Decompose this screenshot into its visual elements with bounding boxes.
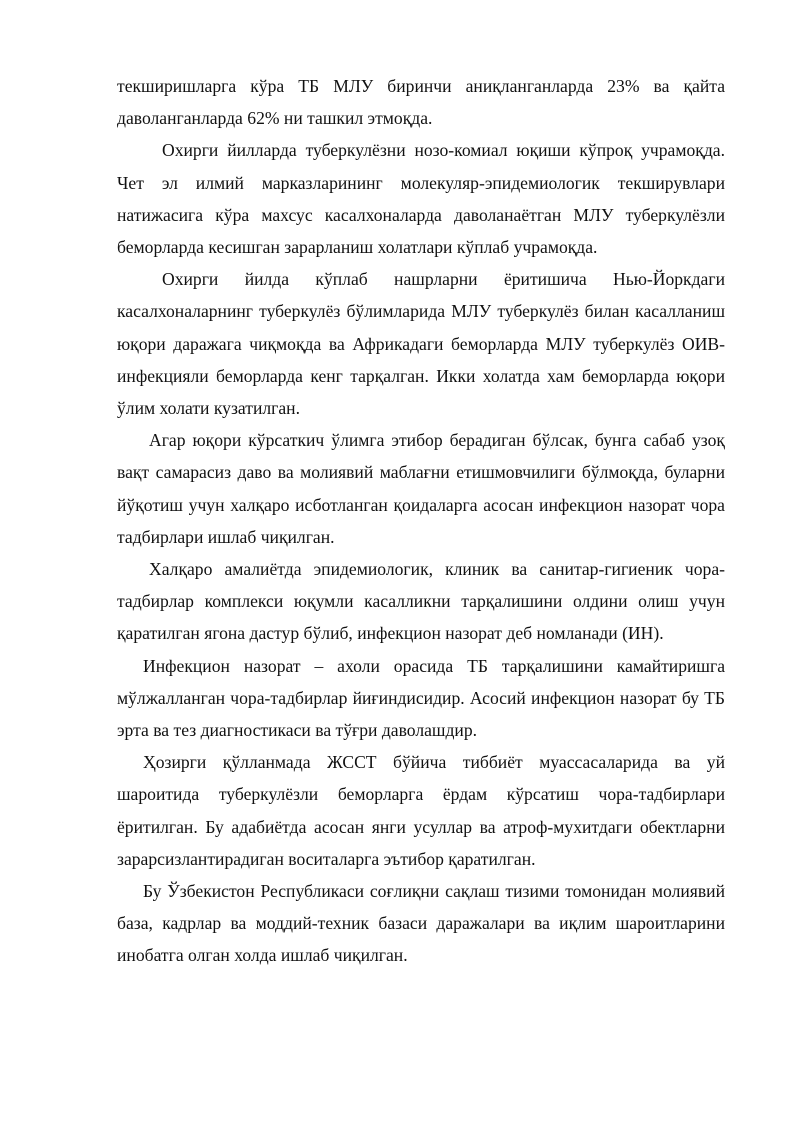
paragraph-uzbekistan: Бу Ўзбекистон Республикаси соғлиқни сақлаш тизими томонидан молиявий база, кадрлар ва моддий-техник базаси даражалари ва иқлим шароитларини инобатга олган холда ишлаб чиқилган. [117,881,725,966]
document-body [117,70,725,972]
paragraph-continuation: текширишларга кўра ТБ МЛУ биринчи аниқланганларда 23% ва қайта даволанганларда 62% ни ташкил этмоқда. [117,76,725,129]
paragraph-infection-control: Инфекцион назорат – ахоли орасида ТБ тарқалишини камайтиришга мўлжалланган чора-тадбирлар йиғиндисидир. Асосий инфекцион назорат бу ТБ эрта ва тез диагностикаси ва тўғри даволашдир. [117,655,725,741]
paragraph-new-york-africa: Охирги йилда кўплаб нашрларни ёритишича Нью-Йоркдаги касалхоналарнинг туберкулёз бўлимларида МЛУ туберкулёз билан касалланиш юқори даражага чиқмоқда ва Африкадаги беморларда МЛУ туберкулёз ОИВ-инфекцияли беморларда кенг тарқалган. Икки холатда хам беморларда юқори ўлим холати кузатилган. [117,269,725,419]
paragraph-mortality: Агар юқори кўрсаткич ўлимга этибор берадиган бўлсак, бунга сабаб узоқ вақт самарасиз даво ва молиявий маблағни етишмовчилиги бўлмоқда, буларни йўқотиш учун халқаро исботланган қоидаларга асосан инфекцион назорат чора тадбирлари ишлаб чиқилган. [117,430,725,547]
paragraph-who-guidelines: Ҳозирги қўлланмада ЖССТ бўйича тиббиёт муассасаларида ва уй шароитида туберкулёзли беморларга ёрдам кўрсатиш чора-тадбирлари ёритилган. Бу адабиётда асосан янги усуллар ва атроф-мухитдаги обектларни зарарсизлантирадиган воситаларга эътибор қаратилган. [117,752,725,869]
paragraph-international-practice: Халқаро амалиётда эпидемиологик, клиник ва санитар-гигиеник чора-тадбирлар комплекси юқумли касалликни тарқалишини олдини олиш учун қаратилган ягона дастур бўлиб, инфекцион назорат деб номланади (ИН). [117,559,725,644]
paragraph-nosocomial: Охирги йилларда туберкулёзни нозо-комиал юқиши кўпроқ учрамоқда. Чет эл илмий марказларининг молекуляр-эпидемиологик текширувлари натижасига кўра махсус касалхоналарда даволанаётган МЛУ туберкулёзли беморларда кесишган зарарланиш холатлари кўплаб учрамоқда. [117,140,725,258]
